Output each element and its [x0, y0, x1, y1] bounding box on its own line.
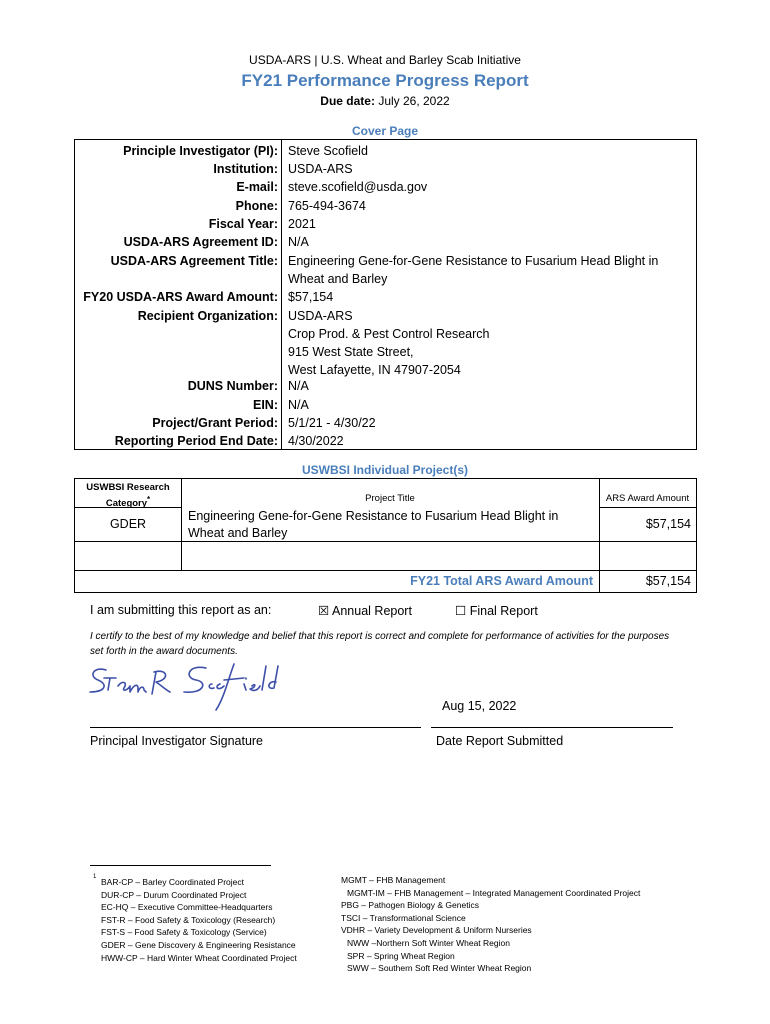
project-title-header: Project Title	[365, 493, 415, 504]
unchecked-checkbox-icon[interactable]: ☐	[455, 604, 467, 618]
cover-value: Steve Scofield	[288, 144, 368, 158]
cover-label: Institution:	[213, 162, 278, 176]
footnote-item: GDER – Gene Discovery & Engineering Resistance	[101, 939, 296, 950]
footnote-item: MGMT-IM – FHB Management – Integrated Management Coordinated Project	[347, 887, 641, 898]
category-header-line: Category	[105, 498, 148, 510]
footnote-marker: 1	[93, 874, 97, 880]
footnote-item: DUR-CP – Durum Coordinated Project	[101, 889, 247, 900]
cover-label: FY20 USDA-ARS Award Amount:	[83, 290, 278, 304]
footnote-item: PBG – Pathogen Biology & Genetics	[341, 900, 479, 911]
signature-image	[84, 658, 284, 713]
cover-label: USDA-ARS Agreement Title:	[110, 254, 278, 268]
due-date-value: July 26, 2022	[378, 94, 450, 108]
annual-report-option[interactable]	[318, 603, 412, 618]
table-divider	[599, 507, 696, 508]
project-title-line: Wheat and Barley	[188, 526, 288, 540]
cover-label: Recipient Organization:	[137, 309, 278, 323]
cover-label: Project/Grant Period:	[152, 416, 278, 430]
category-header-line: USWBSI Research	[86, 482, 170, 493]
award-amount-header: ARS Award Amount	[605, 493, 690, 504]
footnote-item: FST-S – Food Safety & Toxicology (Service)	[101, 927, 267, 938]
cover-value-line: Crop Prod. & Pest Control Research	[288, 327, 490, 341]
cover-value: steve.scofield@usda.gov	[288, 180, 428, 194]
footnote-item: FST-R – Food Safety & Toxicology (Research)	[101, 914, 276, 925]
organization-header: USDA-ARS | U.S. Wheat and Barley Scab Initiative	[249, 53, 521, 67]
cover-value-line: USDA-ARS	[288, 309, 353, 323]
footnote-item: BAR-CP – Barley Coordinated Project	[101, 877, 244, 887]
cover-label: DUNS Number:	[187, 379, 278, 393]
cover-page-table	[74, 139, 697, 450]
cover-value-line: Wheat and Barley	[288, 272, 388, 286]
final-report-option[interactable]	[455, 603, 538, 618]
footnote-list-left	[101, 876, 297, 964]
footnote-item: VDHR – Variety Development & Uniform Nurseries	[341, 925, 532, 936]
cover-label: USDA-ARS Agreement ID:	[123, 235, 278, 249]
pi-signature-label: Principal Investigator Signature	[90, 734, 264, 748]
annual-report-label: Annual Report	[332, 604, 412, 618]
total-award-label: FY21 Total ARS Award Amount	[410, 574, 593, 588]
cover-label: E-mail:	[236, 180, 278, 194]
due-date-label: Due date:	[320, 94, 375, 108]
cover-value: 765-494-3674	[288, 199, 366, 213]
cover-value-line: West Lafayette, IN 47907-2054	[288, 363, 461, 377]
submission-label: I am submitting this report as an:	[90, 603, 272, 617]
category-header	[75, 482, 181, 510]
footnote-list-right	[341, 874, 640, 975]
due-date	[0, 94, 770, 108]
footnote-item: SWW – Southern Soft Red Winter Wheat Region	[347, 963, 532, 974]
date-line	[431, 727, 673, 728]
final-report-label: Final Report	[469, 604, 538, 618]
footnote-marker: *	[147, 495, 151, 504]
cover-label: Fiscal Year:	[208, 217, 278, 231]
projects-heading: USWBSI Individual Project(s)	[301, 463, 469, 477]
footnote-item: EC-HQ – Executive Committee-Headquarters	[101, 902, 273, 913]
cover-value-line: Engineering Gene-for-Gene Resistance to Fusarium Head Blight in	[288, 254, 659, 268]
cover-column-divider	[281, 140, 282, 449]
cover-value: 4/30/2022	[288, 434, 344, 448]
footnote-item: TSCI – Transformational Science	[341, 912, 466, 923]
cover-value: USDA-ARS	[288, 162, 353, 176]
certification-statement: I certify to the best of my knowledge and belief that this report is correct and complete for performance of activities for the purposes set forth in the award documents.	[90, 631, 670, 657]
footnote-item: NWW –Northern Soft Winter Wheat Region	[347, 937, 510, 948]
cover-label: Phone:	[235, 199, 278, 213]
cover-value: N/A	[288, 379, 309, 393]
checked-checkbox-icon[interactable]: ☒	[318, 604, 330, 618]
cover-label: Reporting Period End Date:	[114, 434, 278, 448]
project-category: GDER	[109, 517, 147, 531]
submission-date: Aug 15, 2022	[442, 699, 517, 713]
footnote-item: HWW-CP – Hard Winter Wheat Coordinated Project	[101, 952, 297, 963]
table-divider	[75, 570, 696, 571]
total-award-amount: $57,154	[645, 574, 691, 588]
report-title: FY21 Performance Progress Report	[241, 71, 529, 90]
footnote-divider	[90, 865, 271, 866]
date-submitted-label: Date Report Submitted	[436, 734, 564, 748]
projects-table	[74, 478, 697, 593]
project-title	[188, 508, 593, 542]
project-amount: $57,154	[645, 517, 691, 531]
cover-value: N/A	[288, 235, 309, 249]
cover-value: $57,154	[288, 290, 334, 304]
cover-value-line: 915 West State Street,	[288, 345, 414, 359]
cover-value	[288, 307, 688, 379]
project-title-line: Engineering Gene-for-Gene Resistance to Fusarium Head Blight in	[188, 509, 559, 523]
cover-label: EIN:	[253, 398, 278, 412]
cover-value	[288, 252, 688, 288]
footnote-item: MGMT – FHB Management	[341, 875, 446, 885]
cover-value: 2021	[288, 217, 316, 231]
cover-value: 5/1/21 - 4/30/22	[288, 416, 376, 430]
cover-value: N/A	[288, 398, 309, 412]
signature-line	[90, 727, 421, 728]
footnote-item: SPR – Spring Wheat Region	[347, 950, 455, 961]
cover-page-heading: Cover Page	[351, 124, 419, 138]
cover-label: Principle Investigator (PI):	[123, 144, 278, 158]
